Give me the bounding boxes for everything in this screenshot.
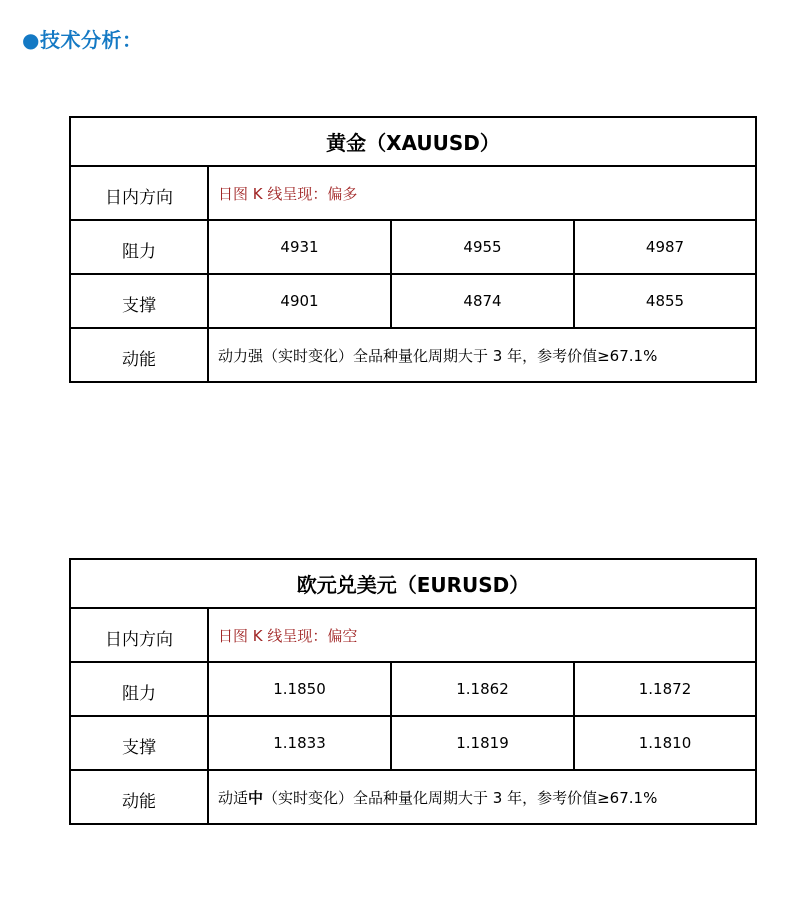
resistance-label: 阻力 — [70, 662, 208, 716]
section-heading: ●技术分析： — [22, 28, 143, 52]
support-level-2: 1.1819 — [391, 716, 574, 770]
resistance-level-1: 4931 — [208, 220, 391, 274]
direction-value: 日图 K 线呈现：偏多 — [208, 166, 756, 220]
support-level-1: 4901 — [208, 274, 391, 328]
resistance-level-2: 4955 — [391, 220, 574, 274]
momentum-label: 动能 — [70, 328, 208, 382]
direction-label: 日内方向 — [70, 166, 208, 220]
table-title: 黄金（XAUUSD） — [70, 117, 756, 166]
momentum-value — [208, 328, 756, 382]
direction-value: 日图 K 线呈现：偏空 — [208, 608, 756, 662]
momentum-note: （实时变化）全品种量化周期大于 3 年，参考价值≥67.1% — [263, 346, 658, 365]
resistance-level-3: 1.1872 — [574, 662, 756, 716]
momentum-strength-emphasis: 中 — [248, 788, 264, 807]
momentum-label: 动能 — [70, 770, 208, 824]
momentum-note: （实时变化）全品种量化周期大于 3 年，参考价值≥67.1% — [263, 788, 658, 807]
momentum-strength: 动力强 — [218, 346, 264, 365]
resistance-level-1: 1.1850 — [208, 662, 391, 716]
momentum-strength: 动适 — [218, 788, 249, 807]
resistance-label: 阻力 — [70, 220, 208, 274]
momentum-value — [208, 770, 756, 824]
xauusd-analysis-table — [69, 116, 757, 383]
support-label: 支撑 — [70, 716, 208, 770]
support-level-3: 4855 — [574, 274, 756, 328]
direction-label: 日内方向 — [70, 608, 208, 662]
resistance-level-3: 4987 — [574, 220, 756, 274]
table-title: 欧元兑美元（EURUSD） — [70, 559, 756, 608]
support-level-2: 4874 — [391, 274, 574, 328]
resistance-level-2: 1.1862 — [391, 662, 574, 716]
support-label: 支撑 — [70, 274, 208, 328]
support-level-1: 1.1833 — [208, 716, 391, 770]
eurusd-analysis-table — [69, 558, 757, 825]
support-level-3: 1.1810 — [574, 716, 756, 770]
